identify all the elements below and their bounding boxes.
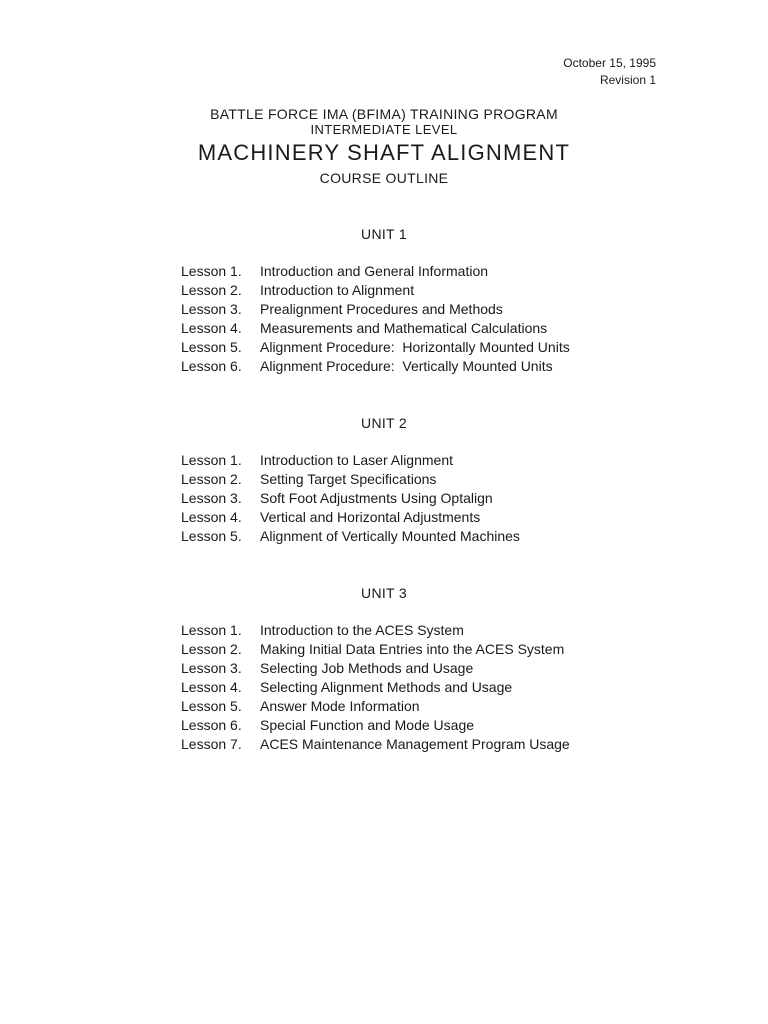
lesson-number: Lesson 4. bbox=[181, 509, 242, 526]
lesson-number: Lesson 2. bbox=[181, 641, 242, 658]
document-date-block bbox=[563, 55, 656, 89]
lesson-item bbox=[0, 281, 768, 300]
lesson-item bbox=[0, 678, 768, 697]
lesson-item bbox=[0, 470, 768, 489]
lesson-item bbox=[0, 715, 768, 734]
course-subtitle: COURSE OUTLINE bbox=[319, 170, 449, 186]
lesson-title: Measurements and Mathematical Calculations bbox=[260, 320, 548, 337]
lesson-number: Lesson 1. bbox=[181, 263, 242, 280]
lesson-item bbox=[0, 697, 768, 716]
lesson-number: Lesson 5. bbox=[181, 698, 242, 714]
lesson-number: Lesson 5. bbox=[181, 339, 242, 355]
lesson-title: Alignment of Vertically Mounted Machines bbox=[260, 528, 520, 544]
lesson-title: Selecting Alignment Methods and Usage bbox=[260, 679, 513, 696]
lesson-item bbox=[0, 734, 768, 753]
lesson-title: Introduction to the ACES System bbox=[260, 622, 464, 639]
lesson-title: Vertical and Horizontal Adjustments bbox=[260, 509, 481, 526]
lesson-item bbox=[0, 508, 768, 527]
lesson-item bbox=[0, 356, 768, 375]
lesson-item bbox=[0, 451, 768, 470]
lesson-item bbox=[0, 300, 768, 319]
lesson-title: Answer Mode Information bbox=[260, 698, 420, 714]
unit-2-section bbox=[0, 414, 768, 545]
lesson-title: Introduction to Laser Alignment bbox=[260, 452, 454, 469]
unit-3-section bbox=[0, 584, 768, 753]
document-date: October 15, 1995 bbox=[563, 56, 656, 70]
lesson-title: Special Function and Mode Usage bbox=[260, 716, 475, 733]
lesson-item bbox=[0, 262, 768, 281]
unit-heading: UNIT 3 bbox=[361, 585, 407, 601]
lesson-item bbox=[0, 621, 768, 640]
lesson-title: Prealignment Procedures and Methods bbox=[260, 301, 503, 318]
lesson-number: Lesson 6. bbox=[181, 716, 242, 733]
unit-heading: UNIT 1 bbox=[361, 226, 407, 242]
lesson-number: Lesson 2. bbox=[181, 282, 242, 299]
lesson-title: Setting Target Specifications bbox=[260, 471, 437, 488]
lesson-item bbox=[0, 640, 768, 659]
unit-1-section bbox=[0, 225, 768, 375]
lesson-title: Introduction and General Information bbox=[260, 263, 489, 280]
lesson-title: Soft Foot Adjustments Using Optalign bbox=[260, 490, 493, 507]
lesson-title: Introduction to Alignment bbox=[260, 282, 415, 299]
level-title: INTERMEDIATE LEVEL bbox=[310, 122, 458, 137]
lesson-item bbox=[0, 338, 768, 357]
lesson-number: Lesson 4. bbox=[181, 320, 242, 337]
lesson-number: Lesson 3. bbox=[181, 490, 242, 507]
lesson-number: Lesson 5. bbox=[181, 528, 242, 544]
course-title: MACHINERY SHAFT ALIGNMENT bbox=[197, 140, 571, 165]
lesson-item bbox=[0, 659, 768, 678]
lesson-title: Selecting Job Methods and Usage bbox=[260, 660, 474, 677]
lesson-number: Lesson 2. bbox=[181, 471, 242, 488]
lesson-list bbox=[0, 262, 768, 375]
lesson-number: Lesson 6. bbox=[181, 357, 242, 374]
lesson-number: Lesson 1. bbox=[181, 622, 242, 639]
lesson-item bbox=[0, 527, 768, 546]
lesson-title: Alignment Procedure: Vertically Mounted Units bbox=[260, 357, 553, 374]
lesson-item bbox=[0, 489, 768, 508]
lesson-list bbox=[0, 451, 768, 545]
lesson-title: Alignment Procedure: Horizontally Mounted Units bbox=[260, 339, 570, 355]
lesson-number: Lesson 3. bbox=[181, 660, 242, 677]
lesson-item bbox=[0, 319, 768, 338]
lesson-title: ACES Maintenance Management Program Usage bbox=[260, 735, 570, 752]
lesson-title: Making Initial Data Entries into the ACES System bbox=[260, 641, 565, 658]
lesson-list bbox=[0, 621, 768, 753]
lesson-number: Lesson 7. bbox=[181, 735, 242, 752]
program-title: BATTLE FORCE IMA (BFIMA) TRAINING PROGRAM bbox=[210, 106, 558, 122]
unit-heading: UNIT 2 bbox=[361, 415, 407, 431]
lesson-number: Lesson 1. bbox=[181, 452, 242, 469]
revision-label: Revision 1 bbox=[599, 73, 656, 87]
title-block bbox=[0, 106, 768, 187]
lesson-number: Lesson 3. bbox=[181, 301, 242, 318]
lesson-number: Lesson 4. bbox=[181, 679, 242, 696]
